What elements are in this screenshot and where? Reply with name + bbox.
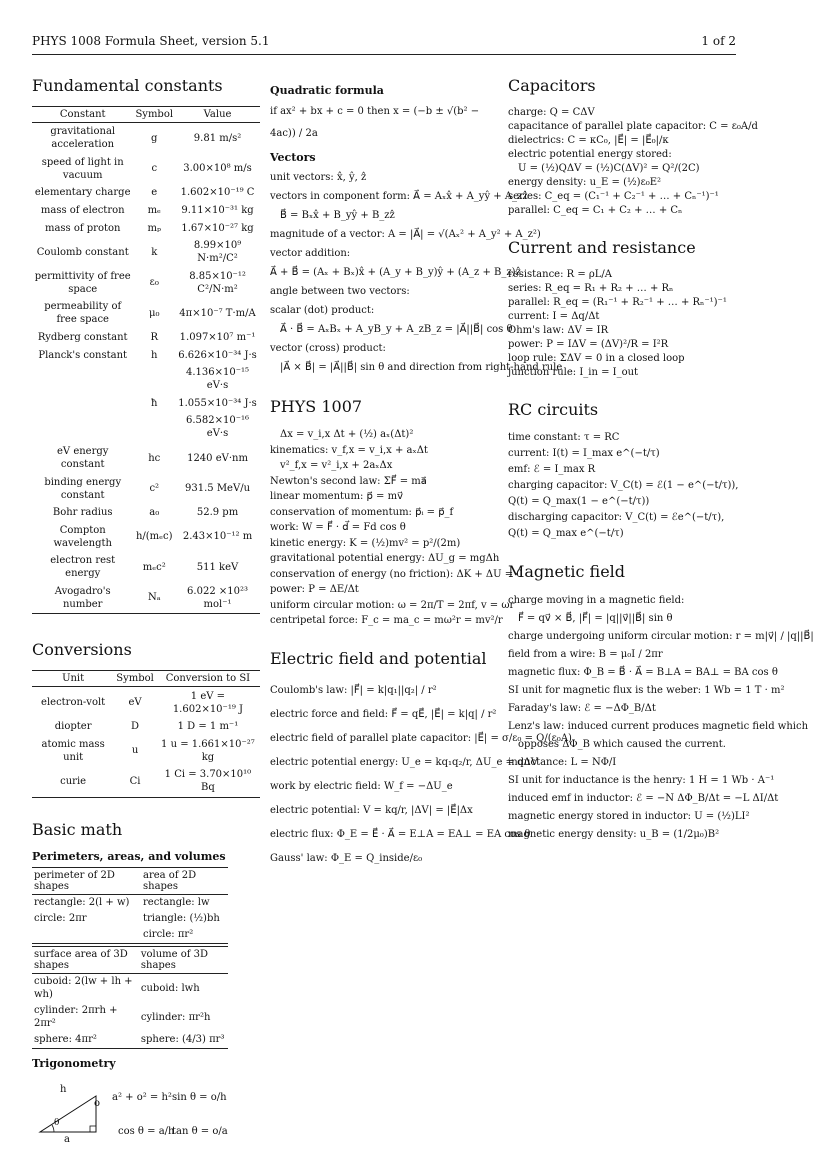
table-cell: rectangle: 2(l + w) — [34, 897, 130, 909]
formula-line: Ohm's law: ΔV = IR — [508, 325, 609, 336]
table-cell: μ₀ — [148, 307, 160, 319]
table-row — [32, 395, 260, 413]
col-header: Unit — [32, 671, 114, 687]
perimeters-subheading: Perimeters, areas, and volumes — [32, 849, 226, 863]
table-cell: Nₐ — [133, 583, 175, 614]
formula-line: conservation of momentum: p⃗ᵢ = p⃗_f — [270, 506, 454, 518]
formula-line: emf: ℰ = I_max R — [508, 464, 596, 475]
table-cell: permeability of free space — [44, 301, 122, 326]
table-row — [32, 927, 228, 944]
conversions-table — [32, 670, 260, 797]
table-cell: mass of electron — [40, 205, 125, 217]
formula-line: Δx = v_i,x Δt + (½) aₓ(Δt)² — [280, 429, 414, 440]
quadratic-heading: Quadratic formula — [270, 84, 384, 97]
formula-line: energy density: u_E = (½)ε₀E² — [508, 177, 662, 188]
table-row — [32, 718, 260, 736]
table-cell: mₑ — [147, 205, 161, 217]
table-cell: mₚ — [147, 222, 161, 234]
shapes-2d-table — [32, 867, 228, 944]
theta-label: θ — [54, 1117, 60, 1128]
formula-line: kinetic energy: K = (½)mv² = p²/(2m) — [270, 537, 461, 549]
table-row — [32, 1032, 228, 1049]
table-cell: 1240 eV·nm — [187, 452, 248, 464]
page-number: 1 of 2 — [701, 34, 736, 48]
formula-line: charge moving in a magnetic field: — [508, 595, 685, 606]
right-triangle-diagram — [36, 1088, 106, 1148]
table-cell — [32, 927, 141, 944]
table-cell: h — [151, 349, 158, 361]
table-cell: mass of proton — [44, 222, 121, 234]
formula-line: unit vectors: x̂, ŷ, ẑ — [270, 172, 367, 183]
table-cell: 6.022 ×10²³ mol⁻¹ — [175, 583, 260, 614]
table-cell: 6.582×10⁻¹⁶ eV·s — [186, 415, 250, 440]
table-row — [32, 1003, 228, 1032]
table-row — [32, 552, 260, 583]
table-row — [32, 219, 260, 237]
table-cell: 511 keV — [196, 561, 239, 573]
formula-line: charge: Q = CΔV — [508, 107, 595, 118]
table-cell: h/(mₑc) — [135, 531, 173, 543]
col-header: Value — [175, 107, 260, 123]
table-cell: ħ — [151, 397, 158, 409]
col-header: perimeter of 2D shapes — [32, 867, 141, 894]
col-header: Conversion to SI — [156, 671, 260, 687]
cos-def: cos θ = a/h — [118, 1125, 175, 1137]
formula-line: resistance: R = ρL/A — [508, 269, 613, 280]
table-cell: 1.602×10⁻¹⁹ C — [180, 187, 255, 199]
table-cell: 2.43×10⁻¹² m — [182, 531, 253, 543]
formula-line: Faraday's law: ℰ = −ΔΦ_B/Δt — [508, 703, 656, 714]
basic-math-heading: Basic math — [32, 819, 123, 839]
formula-line: vector (cross) product: — [270, 343, 386, 354]
table-cell: Ci — [114, 766, 156, 797]
table-cell: speed of light in vacuum — [41, 156, 124, 181]
current-heading: Current and resistance — [508, 238, 696, 257]
formula-line: Newton's second law: ΣF⃗ = ma⃗ — [270, 475, 427, 487]
formula-line: power: P = IΔV = (ΔV)²/R = I²R — [508, 339, 669, 350]
table-cell: sphere: (4/3) πr³ — [139, 1032, 228, 1049]
page-header — [32, 34, 736, 55]
formula-line: charge undergoing uniform circular motion: r = m|v⃗| / |q||B⃗| — [508, 631, 814, 642]
table-row — [32, 894, 228, 911]
formula-line: scalar (dot) product: — [270, 305, 375, 316]
opp-label: o — [94, 1097, 101, 1109]
formula-line: dielectrics: C = κC₀, |E⃗| = |E⃗₀|/κ — [508, 135, 669, 146]
table-cell: 1 eV = 1.602×10⁻¹⁹ J — [172, 690, 244, 715]
table-cell: binding energy constant — [44, 476, 122, 501]
table-row — [32, 766, 260, 797]
tan-def: tan θ = o/a — [172, 1125, 228, 1137]
col-header: surface area of 3D shapes — [32, 946, 139, 973]
table-cell: 9.81 m/s² — [193, 132, 242, 144]
formula-line: centripetal force: F_c = ma_c = mω²r = mv²/r — [270, 615, 503, 626]
table-cell: 1.67×10⁻²⁷ kg — [181, 222, 254, 234]
table-cell: triangle: (½)bh — [143, 913, 220, 925]
table-row — [32, 123, 260, 154]
formula-line: Q(t) = Q_max e^(−t/τ) — [508, 528, 624, 539]
table-cell: 4π×10⁻⁷ T·m/A — [179, 307, 256, 319]
table-row — [32, 504, 260, 522]
formula-line: linear momentum: p⃗ = mv⃗ — [270, 491, 403, 502]
col-header: area of 2D shapes — [141, 867, 228, 894]
formula-line: opposes ΔΦ_B which caused the current. — [518, 739, 726, 750]
formula-line: conservation of energy (no friction): ΔK + ΔU = 0 — [270, 568, 523, 580]
formula-line: v²_f,x = v²_i,x + 2aₓΔx — [280, 460, 393, 471]
formula-line: A⃗ · B⃗ = AₓBₓ + A_yB_y + A_zB_z = |A⃗||B⃗| cos θ — [280, 324, 513, 335]
formula-line: electric force and field: F⃗ = qE⃗, |E⃗| = k|q| / r² — [270, 708, 497, 720]
pythagoras: a² + o² = h² — [112, 1091, 172, 1103]
formula-line: SI unit for magnetic flux is the weber: 1 Wb = 1 T · m² — [508, 685, 785, 696]
col-header: Symbol — [133, 107, 175, 123]
formula-line: electric flux: Φ_E = E⃗ · A⃗ = E⊥A = EA⊥ = EA cos θ — [270, 828, 531, 840]
formula-line: A⃗ + B⃗ = (Aₓ + Bₓ)x̂ + (A_y + B_y)ŷ + (A_z + B_z)ẑ — [270, 267, 521, 278]
formula-line: induced emf in inductor: ℰ = −N ΔΦ_B/Δt = −L ΔI/Δt — [508, 793, 779, 804]
hyp-label: h — [60, 1083, 67, 1095]
sheet-title: PHYS 1008 Formula Sheet, version 5.1 — [32, 34, 270, 48]
formula-line: Gauss' law: Φ_E = Q_inside/ε₀ — [270, 852, 423, 864]
trig-subheading: Trigonometry — [32, 1056, 116, 1070]
table-cell: cuboid: lwh — [140, 982, 200, 994]
table-cell — [32, 364, 133, 395]
table-cell: Coulomb constant — [36, 246, 129, 258]
table-cell: cuboid: 2(lw + lh + wh) — [34, 976, 133, 1001]
formula-line: angle between two vectors: — [270, 286, 410, 297]
table-cell: Compton wavelength — [53, 524, 112, 549]
table-cell: g — [151, 132, 158, 144]
phys1007-list — [270, 427, 523, 629]
table-cell: 1.097×10⁷ m⁻¹ — [179, 332, 256, 344]
formula-line: time constant: τ = RC — [508, 432, 620, 443]
table-row — [32, 687, 260, 718]
formula-line: current: I(t) = I_max e^(−t/τ) — [508, 448, 660, 459]
vectors-heading: Vectors — [270, 151, 316, 164]
formula-line: kinematics: v_f,x = v_i,x + aₓΔt — [270, 444, 428, 456]
magnetic-list — [508, 592, 814, 844]
formula-line: Q(t) = Q_max(1 − e^(−t/τ)) — [508, 496, 650, 507]
table-cell: ε₀ — [149, 277, 159, 289]
col-header: volume of 3D shapes — [139, 946, 228, 973]
formula-line: electric potential energy stored: — [508, 149, 672, 160]
table-row — [32, 443, 260, 474]
formula-line: F⃗ = qv⃗ × B⃗, |F⃗| = |q||v⃗||B⃗| sin θ — [518, 613, 673, 624]
constants-heading: Fundamental constants — [32, 76, 223, 95]
table-cell: circle: 2πr — [34, 913, 87, 925]
table-row — [32, 473, 260, 504]
table-cell — [133, 364, 175, 395]
table-row — [32, 412, 260, 443]
table-row — [32, 268, 260, 299]
table-row — [32, 154, 260, 185]
table-cell: Avogadro's number — [32, 583, 133, 614]
table-cell: Planck's constant — [38, 349, 128, 361]
formula-line: power: P = ΔE/Δt — [270, 584, 359, 595]
table-row — [32, 202, 260, 220]
table-cell: c — [151, 163, 158, 175]
table-row — [32, 237, 260, 268]
table-cell: 8.85×10⁻¹² C²/N·m² — [189, 270, 246, 295]
table-cell — [32, 395, 133, 413]
table-cell: k — [151, 246, 158, 258]
formula-line: Lenz's law: induced current produces magnetic field which — [508, 721, 809, 732]
formula-line: U = (½)QΔV = (½)C(ΔV)² = Q²/(2C) — [518, 163, 700, 174]
capacitors-list — [508, 106, 758, 218]
table-cell: c² — [149, 483, 160, 495]
col-header: Symbol — [114, 671, 156, 687]
capacitors-heading: Capacitors — [508, 76, 596, 95]
column-right — [508, 66, 814, 844]
table-cell: curie — [32, 766, 114, 797]
formula-line: capacitance of parallel plate capacitor: C = ε₀A/d — [508, 121, 758, 132]
efield-heading: Electric field and potential — [270, 648, 487, 668]
formula-line: field from a wire: B = μ₀I / 2πr — [508, 649, 663, 660]
table-cell: 1 D = 1 m⁻¹ — [177, 721, 239, 733]
table-cell: mₑc² — [142, 561, 166, 573]
table-cell: 1.055×10⁻³⁴ J·s — [178, 397, 257, 409]
table-cell: circle: πr² — [141, 927, 228, 944]
table-row — [32, 364, 260, 395]
table-cell: sphere: 4πr² — [32, 1032, 139, 1049]
table-cell: atomic mass unit — [41, 738, 105, 763]
formula-line: magnitude of a vector: A = |A⃗| = √(Aₓ² + A_y² + A_z²) — [270, 229, 541, 240]
table-cell: elementary charge — [34, 187, 131, 199]
formula-line: magnetic energy density: u_B = (1/2μ₀)B² — [508, 829, 720, 840]
formula-line: inductance: L = NΦ/I — [508, 757, 617, 768]
trig-figure — [32, 1074, 260, 1154]
formula-line: B⃗ = Bₓx̂ + B_yŷ + B_zẑ — [280, 210, 395, 221]
formula-line: SI unit for inductance is the henry: 1 H = 1 Wb · A⁻¹ — [508, 775, 775, 786]
table-cell: electron-volt — [41, 697, 106, 709]
sin-def: sin θ = o/h — [172, 1091, 227, 1103]
quadratic-formula: if ax² + bx + c = 0 then x = (−b ± √(b² − 4ac)) / 2a — [270, 106, 480, 139]
formula-line: junction rule: I_in = I_out — [508, 367, 639, 378]
table-cell: 6.626×10⁻³⁴ J·s — [178, 349, 257, 361]
table-row — [32, 346, 260, 364]
formula-line: vectors in component form: A⃗ = Aₓx̂ + A_yŷ + A_zẑ — [270, 191, 528, 202]
formula-line: electric potential: V = kq/r, |ΔV| = |E⃗|Δx — [270, 804, 473, 816]
table-cell: 52.9 pm — [196, 507, 239, 519]
table-cell: permittivity of free space — [34, 270, 131, 295]
formula-line: magnetic energy stored in inductor: U = (½)LI² — [508, 811, 750, 822]
table-cell: eV energy constant — [57, 446, 109, 471]
formula-line: electric field of parallel plate capacitor: |E⃗| = σ/ε₀ = Q/(ε₀A) — [270, 732, 572, 744]
table-cell: 8.99×10⁹ N·m²/C² — [193, 240, 242, 265]
col-header: Constant — [32, 107, 133, 123]
table-cell: 4.136×10⁻¹⁵ eV·s — [186, 367, 250, 392]
formula-line: uniform circular motion: ω = 2π/T = 2πf, v = ωr — [270, 599, 515, 611]
formula-line: loop rule: ΣΔV = 0 in a closed loop — [508, 353, 685, 364]
table-cell: R — [150, 332, 158, 344]
formula-line: series: R_eq = R₁ + R₂ + … + Rₙ — [508, 283, 674, 294]
table-cell: Bohr radius — [52, 507, 113, 519]
conversions-heading: Conversions — [32, 640, 132, 660]
table-cell — [133, 412, 175, 443]
formula-line: series: C_eq = (C₁⁻¹ + C₂⁻¹ + … + Cₙ⁻¹)⁻¹ — [508, 191, 719, 202]
adj-label: a — [64, 1133, 70, 1145]
table-cell: 1 Ci = 3.70×10¹⁰ Bq — [156, 766, 260, 797]
table-cell: D — [131, 721, 140, 733]
table-row — [32, 973, 228, 1003]
table-row — [32, 298, 260, 329]
table-row — [32, 329, 260, 347]
table-row — [32, 583, 260, 614]
table-cell: e — [151, 187, 158, 199]
current-list — [508, 268, 740, 380]
rc-list — [508, 430, 740, 542]
table-row — [32, 184, 260, 202]
formula-line: parallel: C_eq = C₁ + C₂ + … + Cₙ — [508, 205, 683, 216]
table-cell: diopter — [54, 721, 92, 733]
formula-line: parallel: R_eq = (R₁⁻¹ + R₂⁻¹ + … + Rₙ⁻¹)⁻¹ — [508, 297, 727, 308]
table-cell: a₀ — [149, 507, 160, 519]
phys1007-heading: PHYS 1007 — [270, 397, 363, 416]
shapes-3d-table — [32, 946, 228, 1049]
constants-table — [32, 106, 260, 614]
table-cell: cylinder: πr²h — [140, 1011, 211, 1023]
formula-line: work: W = F⃗ · d⃗ = Fd cos θ — [270, 522, 406, 533]
formula-line: Coulomb's law: |F⃗| = k|q₁||q₂| / r² — [270, 684, 437, 696]
formula-line: current: I = Δq/Δt — [508, 311, 600, 322]
table-cell: cylinder: 2πrh + 2πr² — [34, 1005, 118, 1030]
table-cell: u — [131, 745, 139, 757]
formula-line: charging capacitor: V_C(t) = ℰ(1 − e^(−t/τ)), — [508, 480, 739, 491]
table-cell: eV — [128, 697, 142, 709]
formula-line: electric potential energy: U_e = kq₁q₂/r, ΔU_e = qΔV — [270, 756, 538, 768]
table-cell: electron rest energy — [50, 555, 116, 580]
table-cell: 3.00×10⁸ m/s — [183, 163, 252, 175]
table-row — [32, 911, 228, 927]
table-cell: rectangle: lw — [143, 897, 210, 909]
formula-line: vector addition: — [270, 248, 351, 259]
formula-line: magnetic flux: Φ_B = B⃗ · A⃗ = B⊥A = BA⊥ = BA cos θ — [508, 667, 778, 678]
formula-line: |A⃗ × B⃗| = |A⃗||B⃗| sin θ and direction from right-hand rule — [280, 362, 563, 373]
formula-line: work by electric field: W_f = −ΔU_e — [270, 780, 453, 792]
table-cell: Rydberg constant — [37, 332, 128, 344]
formula-line: gravitational potential energy: ΔU_g = mgΔh — [270, 553, 500, 564]
table-cell: hc — [148, 452, 161, 464]
table-cell: 9.11×10⁻³¹ kg — [181, 205, 254, 217]
table-cell: gravitational acceleration — [50, 126, 116, 151]
table-cell: 931.5 MeV/u — [185, 483, 251, 495]
magnetic-heading: Magnetic field — [508, 562, 626, 581]
table-row — [32, 522, 260, 553]
column-left — [32, 66, 260, 1154]
table-cell: 1 u = 1.661×10⁻²⁷ kg — [161, 738, 255, 763]
table-cell — [32, 412, 133, 443]
rc-heading: RC circuits — [508, 400, 599, 419]
formula-line: discharging capacitor: V_C(t) = ℰe^(−t/τ), — [508, 512, 725, 523]
table-row — [32, 735, 260, 766]
